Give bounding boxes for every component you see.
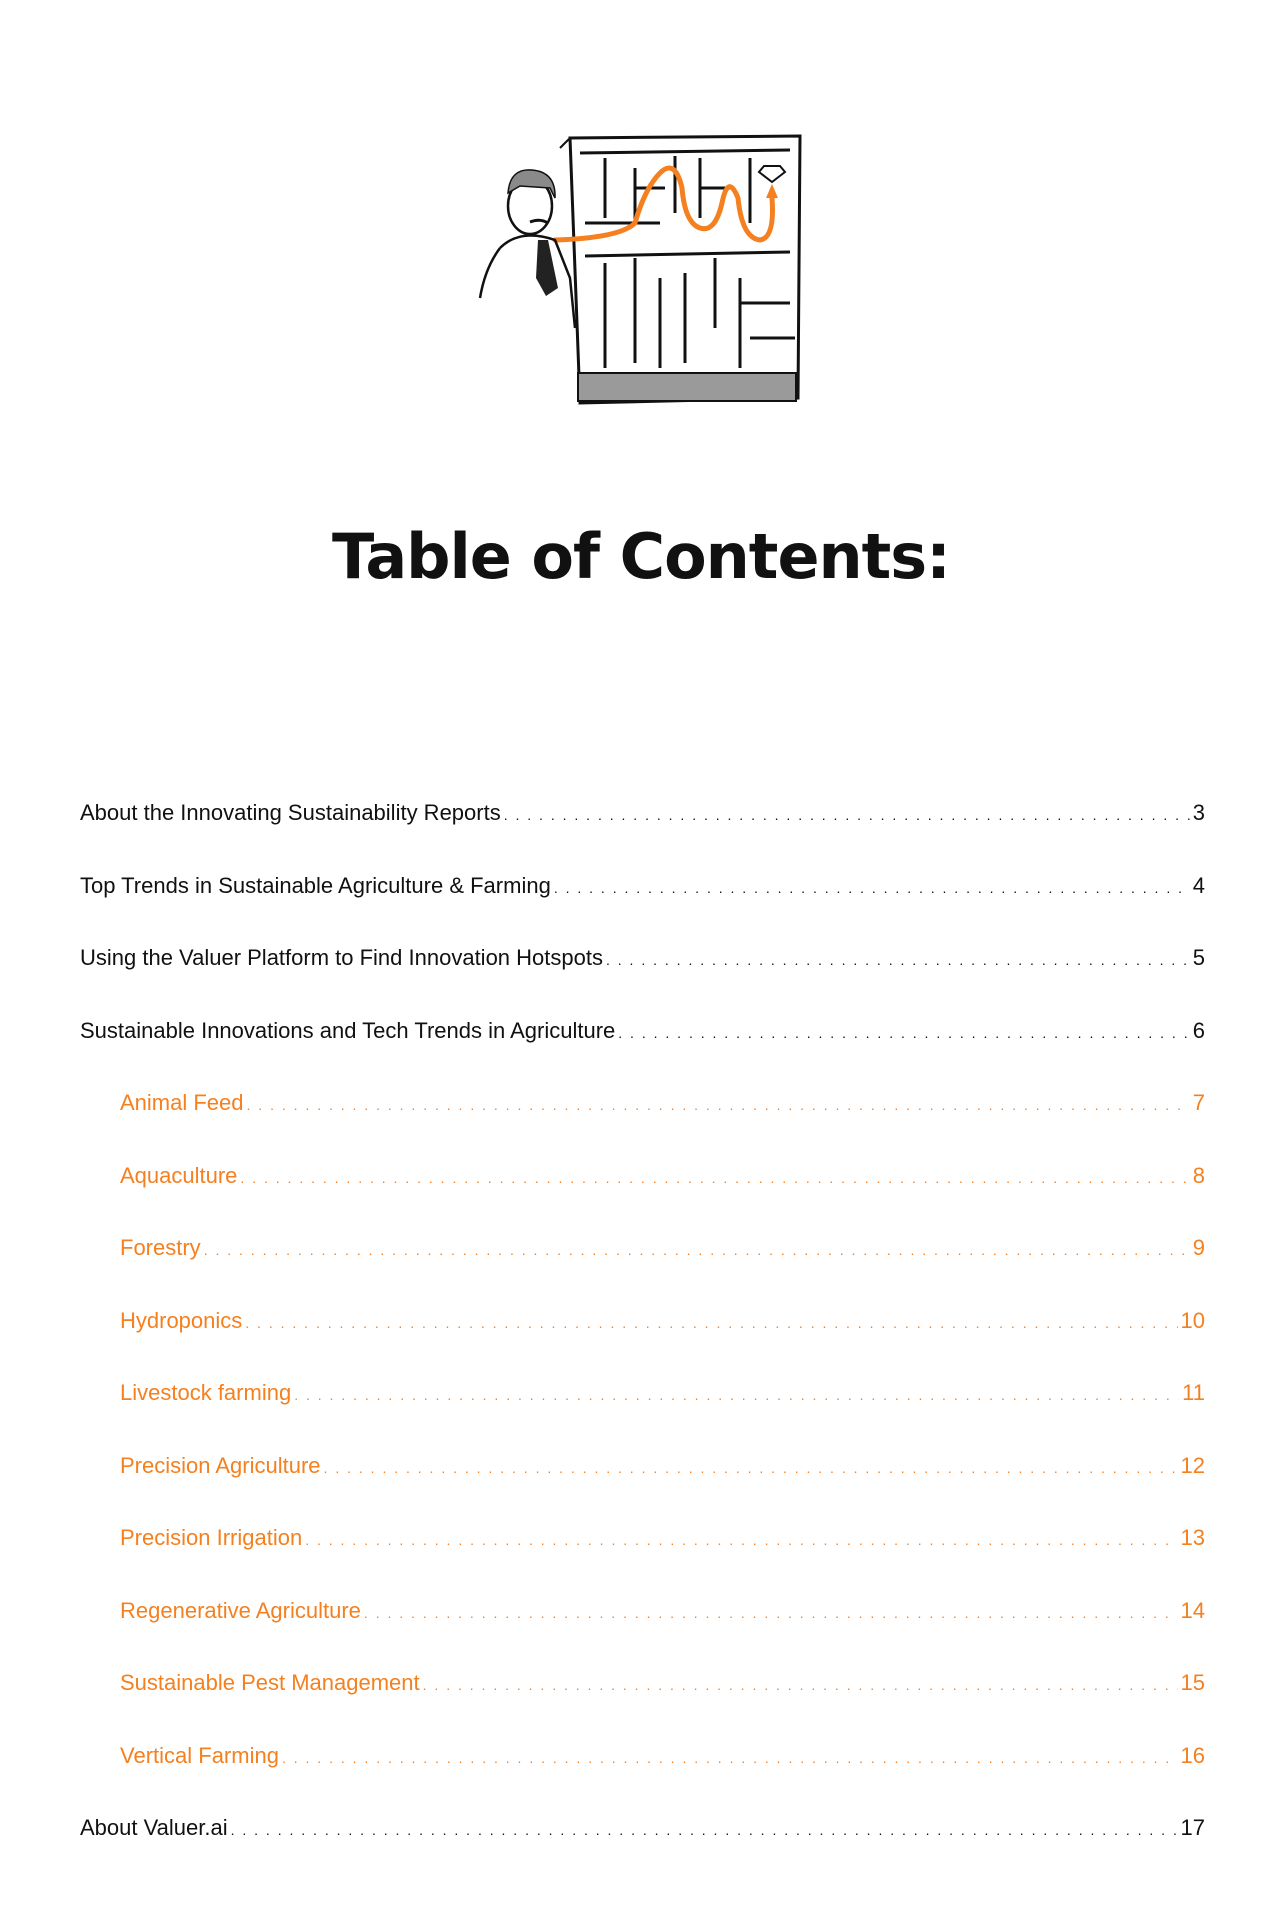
toc-subentry[interactable] — [80, 1308, 1205, 1381]
toc-entry-page: 13 — [1180, 1525, 1205, 1550]
toc-leader-dots — [618, 1025, 1189, 1041]
toc-entry[interactable] — [80, 873, 1205, 946]
toc-entry-page: 15 — [1180, 1670, 1205, 1695]
toc-entry-page: 17 — [1180, 1815, 1205, 1840]
toc-entry-page: 16 — [1180, 1742, 1205, 1768]
toc-subentry[interactable] — [80, 1453, 1205, 1526]
toc-entry[interactable] — [80, 945, 1205, 1018]
page-title: Table of Contents: — [332, 520, 950, 593]
toc-leader-dots — [554, 880, 1190, 896]
toc-entry-label: Sustainable Pest Management — [120, 1670, 420, 1695]
toc-entry-label: Aquaculture — [120, 1162, 238, 1188]
toc-entry-label: Vertical Farming — [120, 1742, 279, 1768]
toc-entry-label: Forestry — [120, 1235, 201, 1260]
toc-leader-dots — [245, 1315, 1177, 1331]
toc-subentry[interactable] — [80, 1743, 1205, 1816]
toc-leader-dots — [305, 1532, 1177, 1548]
toc-entry-label: Regenerative Agriculture — [120, 1597, 361, 1623]
toc-entry-page: 12 — [1180, 1452, 1205, 1478]
toc-leader-dots — [282, 1750, 1178, 1766]
toc-entry-label: Livestock farming — [120, 1380, 292, 1405]
toc-leader-dots — [204, 1242, 1190, 1258]
toc-leader-dots — [294, 1387, 1179, 1403]
toc-subentry[interactable] — [80, 1598, 1205, 1671]
toc-entry[interactable] — [80, 1815, 1205, 1888]
toc-entry-label: Using the Valuer Platform to Find Innovation Hotspots — [80, 945, 603, 970]
toc-entry-label: Precision Irrigation — [120, 1525, 303, 1550]
toc-entry-label: Animal Feed — [120, 1090, 244, 1115]
toc-entry-page: 11 — [1182, 1380, 1205, 1405]
toc-entry-label: About Valuer.ai — [80, 1815, 228, 1840]
toc-entry-page: 4 — [1192, 872, 1205, 898]
toc-entry-label: About the Innovating Sustainability Reports — [80, 800, 501, 825]
toc-entry-label: Sustainable Innovations and Tech Trends in Agriculture — [80, 1017, 616, 1043]
toc-entry-page: 5 — [1192, 945, 1205, 970]
toc-entry-label: Hydroponics — [120, 1307, 243, 1333]
toc-entry-page: 7 — [1192, 1090, 1205, 1115]
toc-entry-page: 14 — [1180, 1597, 1205, 1623]
toc-leader-dots — [364, 1605, 1178, 1621]
toc-leader-dots — [423, 1677, 1178, 1693]
toc-subentry[interactable] — [80, 1380, 1205, 1453]
toc-subentry[interactable] — [80, 1525, 1205, 1598]
toc-leader-dots — [240, 1170, 1189, 1186]
toc-subentry[interactable] — [80, 1235, 1205, 1308]
toc-entry-page: 6 — [1192, 1017, 1205, 1043]
table-of-contents — [80, 800, 1205, 1888]
toc-subentry[interactable] — [80, 1090, 1205, 1163]
toc-leader-dots — [504, 807, 1190, 823]
toc-entry-label: Top Trends in Sustainable Agriculture & Farming — [80, 872, 551, 898]
maze-illustration-icon — [460, 128, 810, 418]
toc-entry-label: Precision Agriculture — [120, 1452, 321, 1478]
toc-leader-dots — [324, 1460, 1178, 1476]
toc-entry-page: 10 — [1180, 1307, 1205, 1333]
toc-subentry[interactable] — [80, 1163, 1205, 1236]
toc-entry[interactable] — [80, 800, 1205, 873]
toc-entry[interactable] — [80, 1018, 1205, 1091]
toc-entry-page: 9 — [1192, 1235, 1205, 1260]
toc-leader-dots — [606, 952, 1190, 968]
toc-leader-dots — [247, 1097, 1190, 1113]
toc-leader-dots — [231, 1822, 1178, 1838]
toc-entry-page: 8 — [1192, 1162, 1205, 1188]
toc-entry-page: 3 — [1192, 800, 1205, 825]
toc-subentry[interactable] — [80, 1670, 1205, 1743]
